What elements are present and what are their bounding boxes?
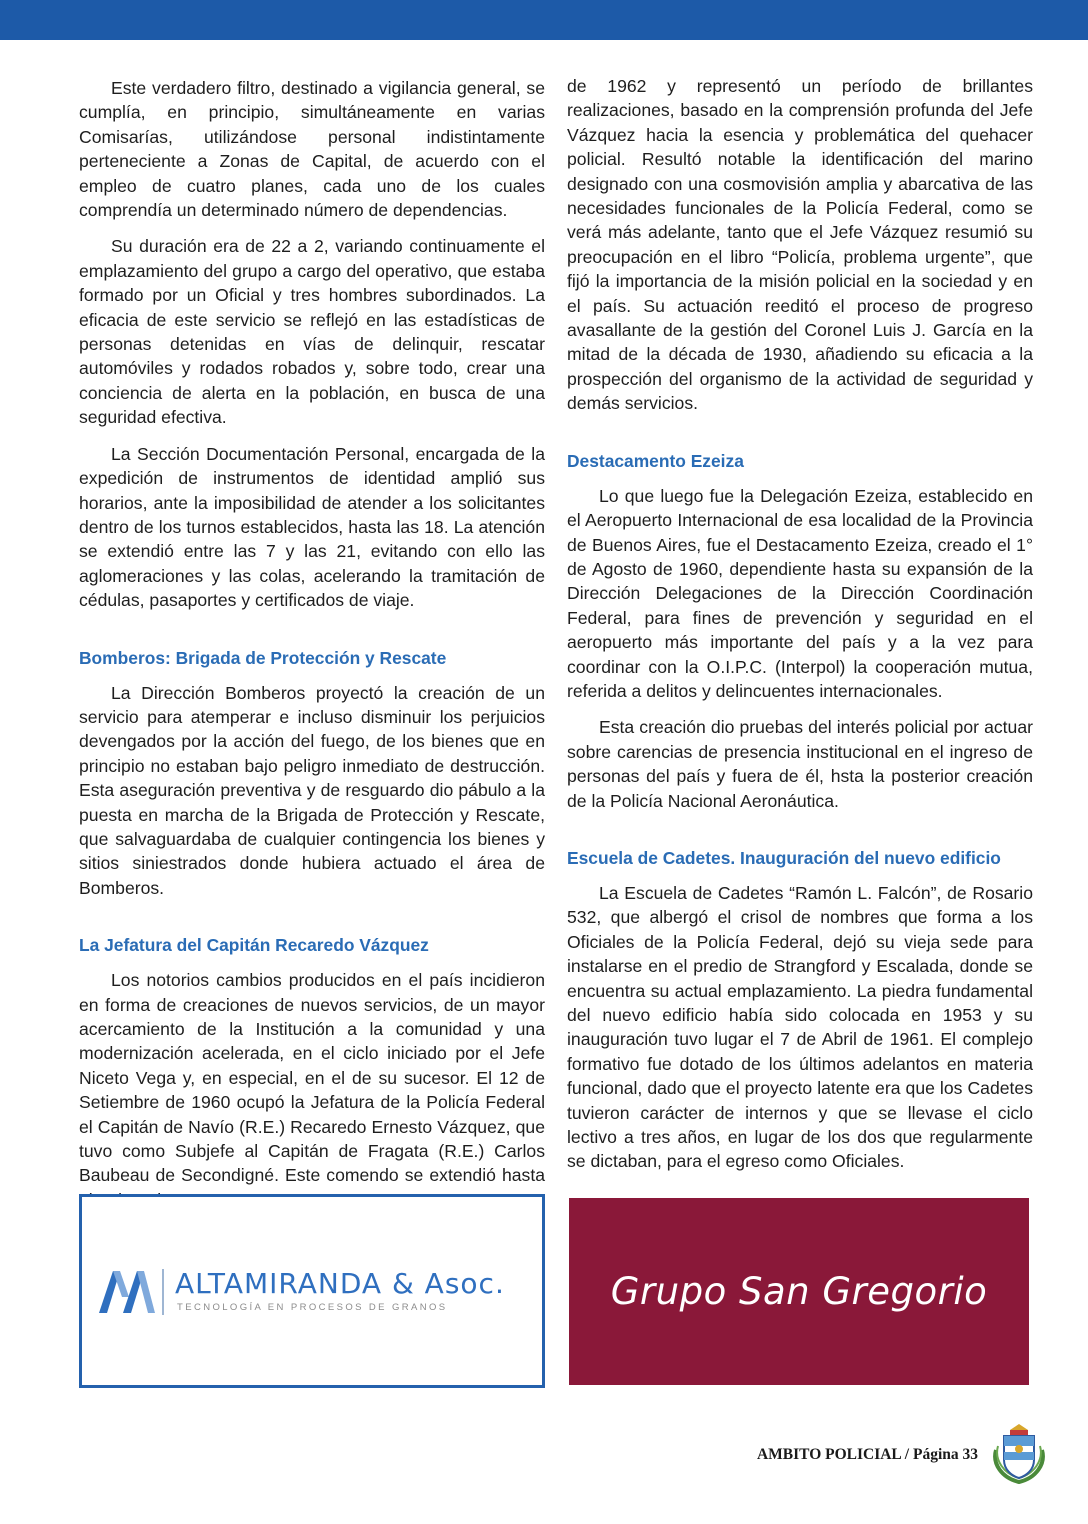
paragraph: La Escuela de Cadetes “Ramón L. Falcón”, de Rosario 532, que albergó el crisol de nombres que forma a los Oficiales de la Policía Federal, dejó su vieja sede para instalarse en el predio de Strangford y Escalada, donde se encuentra su actual emplazamiento. La piedra fundamental del nuevo edificio había sido colocada en 1953 y su inauguración tuvo lugar el 7 de Abril de 1961. El complejo formativo fue dotado de los últimos adelantos en materia funcional, dado que el proyecto latente era que los Cadetes tuvieron carácter de internos y que se llevase el ciclo lectivo a tres años, en lugar de los dos que regularmente se dictaban, para el egreso como Oficiales. bbox=[567, 882, 1033, 1172]
altamiranda-tagline: TECNOLOGÍA EN PROCESOS DE GRANOS bbox=[177, 1302, 448, 1313]
section-heading-cadetes: Escuela de Cadetes. Inauguración del nuevo edificio bbox=[567, 847, 1001, 868]
paragraph: Su duración era de 22 a 2, variando continuamente el emplazamiento del grupo a cargo del operativo, que estaba formado por un Oficial y tres hombres subordinados. La eficacia de este servicio se reflejó en las estadísticas de personas detenidas en vías de delinquir, rescatar automóviles y rodados robados y, sobre todo, crear una conciencia de alerta en la población, en busca de una seguridad efectiva. bbox=[79, 236, 545, 428]
left-column bbox=[79, 76, 545, 1224]
top-color-bar bbox=[0, 0, 1088, 40]
section-heading-jefatura: La Jefatura del Capitán Recaredo Vázquez bbox=[79, 935, 429, 956]
paragraph: Lo que luego fue la Delegación Ezeiza, establecido en el Aeropuerto Internacional de esa localidad de la Provincia de Buenos Aires, fue el Destacamento Ezeiza, creado el 1° de Agosto de 1960, dependiente hasta su expansión de la Dirección Delegaciones de la Dirección Coordinación Federal, para fines de prevención y seguridad en el aeropuerto más importante del país y a la vez para coordinar con la O.I.P.C. (Interpol) la cooperación mutua, referida a delitos y delincuentes internacionales. bbox=[567, 485, 1033, 701]
altamiranda-name: ALTAMIRANDA & Asoc. bbox=[175, 1267, 505, 1300]
page-footer: AMBITO POLICIAL / Página 33 bbox=[756, 1446, 978, 1463]
paragraph: Esta creación dio pruebas del interés policial por actuar sobre carencias de presencia institucional en el ingreso de personas del país y fuera de él, hsta la posterior creación de la Policía Nacional Aeronáutica. bbox=[567, 717, 1033, 811]
san-gregorio-name: Grupo San Gregorio bbox=[610, 1270, 988, 1313]
section-heading-bomberos: Bomberos: Brigada de Protección y Rescate bbox=[79, 647, 447, 668]
altamiranda-logo-icon bbox=[99, 1271, 155, 1313]
police-crest-icon bbox=[990, 1420, 1048, 1486]
section-heading-ezeiza: Destacamento Ezeiza bbox=[567, 450, 744, 471]
right-column bbox=[567, 74, 1033, 1186]
paragraph: La Dirección Bomberos proyectó la creación de un servicio para atemperar e incluso disminuir los perjuicios devengados por la acción del fuego, de los bienes que en principio no estaban bajo peligro inmediato de destrucción. Esta aseguración preventiva y de resguardo dio pábulo a la puesta en marcha de la Brigada de Protección y Rescate, que salvaguardaba de cualquier contingencia los bienes y sitios siniestrados donde hubiera actuado el área de Bomberos. bbox=[79, 682, 545, 898]
altamiranda-ad bbox=[79, 1194, 545, 1388]
altamiranda-logo bbox=[99, 1269, 529, 1319]
paragraph: de 1962 y representó un período de brillantes realizaciones, basado en la comprensión profunda del Jefe Vázquez hacia la esencia y problemática del quehacer policial. Resultó notable la identificación del marino designado con una cosmovisión amplia y abarcativa de las necesidades funcionales de la Policía Federal, como se verá más adelante, tanto que el Jefe Vázquez resumió su preocupación en el libro “Policía, problema urgente”, que fijó la importancia de la misión policial en la sociedad y en el país. Su actuación reeditó el proceso de progreso avasallante de la gestión del Coronel Luis J. García en la mitad de la década de 1930, añadiendo su eficacia a la prospección del organismo de la actividad de seguridad y demás servicios. bbox=[567, 76, 1033, 414]
san-gregorio-ad bbox=[569, 1198, 1029, 1385]
paragraph: Los notorios cambios producidos en el país incidieron en forma de creaciones de nuevos servicios, de un mayor acercamiento de la Institución a la comunidad y una modernización acelerada, en el ciclo iniciado por el Jefe Niceto Vega y, en especial, en el de su sucesor. El 12 de Setiembre de 1960 ocupó la Jefatura de la Policía Federal el Capitán de Navío (R.E.) Recaredo Ernesto Vázquez, que tuvo como Subjefe al Capitán de Fragata (R.E.) Carlos Baubeau de Secondigné. Este comendo se extendió hasta bbox=[79, 970, 545, 1186]
paragraph: La Sección Documentación Personal, encargada de la expedición de instrumentos de identidad amplió sus horarios, ante la imposibilidad de atender a los solicitantes dentro de los turnos establecidos, hasta las 18. La atención se extendió entre las 7 y las 21, evitando con ello las aglomeraciones y las colas, acelerando la tramitación de cédulas, pasaportes y certificados de viaje. bbox=[79, 443, 545, 611]
paragraph: Este verdadero filtro, destinado a vigilancia general, se cumplía, en principio, simultáneamente en varias Comisarías, utilizándose personal indistintamente perteneciente a Zonas de Capital, de acuerdo con el empleo de cuatro planes, cada uno de los cuales comprendía un determinado número de dependencias. bbox=[79, 78, 545, 221]
logo-separator bbox=[162, 1269, 164, 1315]
